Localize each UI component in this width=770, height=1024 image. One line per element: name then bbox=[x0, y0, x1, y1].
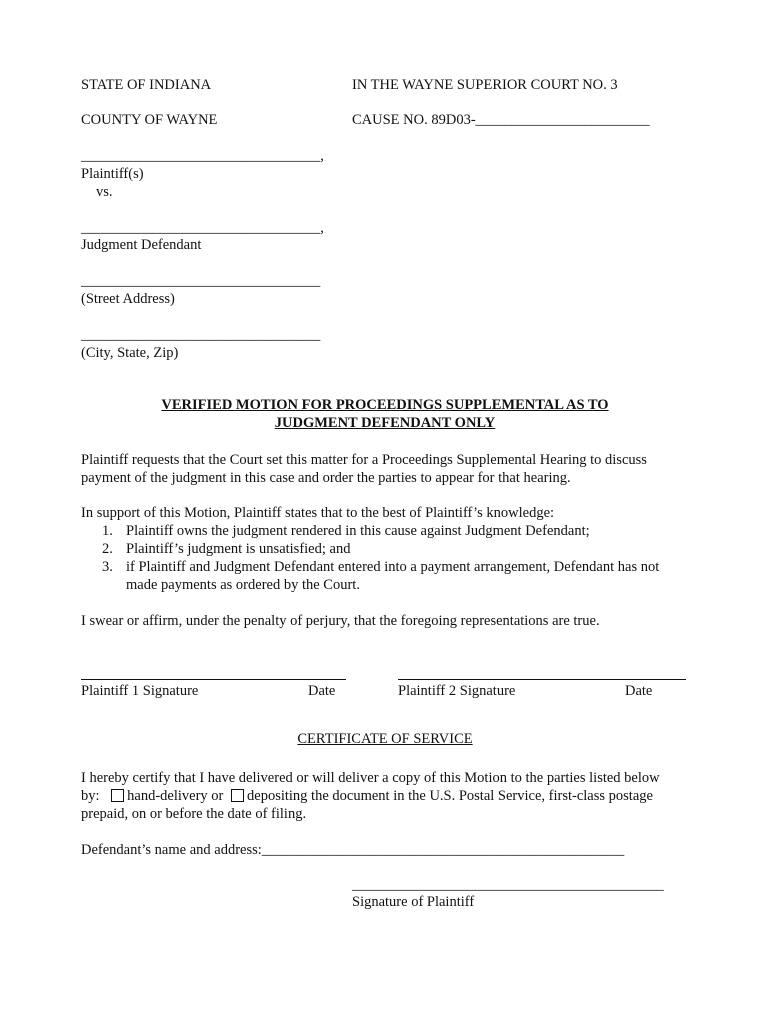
plaintiff-signature-label: Signature of Plaintiff bbox=[352, 894, 475, 910]
county-heading: COUNTY OF WAYNE bbox=[81, 112, 218, 128]
certificate-line-1: I hereby certify that I have delivered or will deliver a copy of this Motion to the parties listed below bbox=[81, 770, 660, 786]
request-line-1: Plaintiff requests that the Court set this matter for a Proceedings Supplemental Hearing to discuss bbox=[81, 452, 647, 468]
affirmation-statement: I swear or affirm, under the penalty of perjury, that the foregoing representations are true. bbox=[81, 613, 600, 629]
cause-number-field[interactable]: ________________________ bbox=[475, 112, 650, 128]
support-list bbox=[102, 522, 659, 594]
motion-title-line-2: JUDGMENT DEFENDANT ONLY bbox=[274, 415, 496, 431]
by-label: by: bbox=[81, 788, 100, 804]
request-line-2: payment of the judgment in this case and order the parties to appear for that hearing. bbox=[81, 470, 571, 486]
plaintiff-1-signature-line[interactable] bbox=[81, 679, 346, 680]
request-paragraph bbox=[81, 451, 647, 487]
certificate-paragraph bbox=[81, 769, 660, 823]
list-item bbox=[102, 540, 659, 558]
postal-service-checkbox[interactable] bbox=[231, 789, 244, 802]
cause-number-label: CAUSE NO. 89D03- bbox=[352, 112, 476, 128]
certificate-heading: CERTIFICATE OF SERVICE bbox=[297, 731, 473, 747]
street-address-field[interactable]: _________________________________ bbox=[81, 273, 321, 289]
list-item bbox=[102, 558, 659, 594]
plaintiff-2-signature-label: Plaintiff 2 Signature bbox=[398, 683, 516, 699]
support-intro: In support of this Motion, Plaintiff states that to the best of Plaintiff’s knowledge: bbox=[81, 505, 555, 521]
list-item-text-continued: made payments as ordered by the Court. bbox=[126, 577, 360, 593]
list-item-number: 1. bbox=[102, 523, 113, 539]
city-state-zip-label: (City, State, Zip) bbox=[81, 345, 179, 361]
court-heading: IN THE WAYNE SUPERIOR COURT NO. 3 bbox=[352, 77, 618, 93]
motion-title bbox=[80, 396, 690, 432]
certificate-line-3: prepaid, on or before the date of filing. bbox=[81, 806, 307, 822]
defendant-label: Judgment Defendant bbox=[81, 237, 202, 253]
state-heading: STATE OF INDIANA bbox=[81, 77, 212, 93]
hand-delivery-label: hand-delivery or bbox=[127, 788, 224, 804]
list-item-text: Plaintiff owns the judgment rendered in this cause against Judgment Defendant; bbox=[126, 523, 590, 539]
postal-service-label: depositing the document in the U.S. Postal Service, first-class postage bbox=[247, 788, 653, 804]
plaintiff-1-date-label: Date bbox=[308, 683, 336, 699]
list-item bbox=[102, 522, 659, 540]
list-item-text: Plaintiff’s judgment is unsatisfied; and bbox=[126, 541, 351, 557]
motion-title-line-1: VERIFIED MOTION FOR PROCEEDINGS SUPPLEMENTAL AS TO bbox=[161, 397, 609, 413]
street-address-label: (Street Address) bbox=[81, 291, 175, 307]
plaintiff-name-field[interactable]: _________________________________, bbox=[81, 148, 324, 164]
list-item-text: if Plaintiff and Judgment Defendant entered into a payment arrangement, Defendant has not bbox=[126, 559, 660, 575]
hand-delivery-checkbox[interactable] bbox=[111, 789, 124, 802]
city-state-zip-field[interactable]: _________________________________ bbox=[81, 327, 321, 343]
cause-number bbox=[352, 112, 650, 129]
defendant-address bbox=[81, 842, 624, 859]
list-item-number: 3. bbox=[102, 559, 113, 575]
plaintiff-label: Plaintiff(s) bbox=[81, 166, 144, 182]
versus-label: vs. bbox=[96, 184, 113, 200]
plaintiff-2-date-label: Date bbox=[625, 683, 653, 699]
defendant-address-label: Defendant’s name and address: bbox=[81, 842, 262, 858]
plaintiff-signature-field[interactable]: ___________________________________________ bbox=[352, 877, 664, 893]
defendant-address-field[interactable]: __________________________________________________ bbox=[261, 842, 625, 858]
certificate-line-2 bbox=[81, 787, 660, 805]
plaintiff-1-signature-label: Plaintiff 1 Signature bbox=[81, 683, 199, 699]
plaintiff-2-signature-line[interactable] bbox=[398, 679, 686, 680]
defendant-name-field[interactable]: _________________________________, bbox=[81, 220, 324, 236]
list-item-number: 2. bbox=[102, 541, 113, 557]
